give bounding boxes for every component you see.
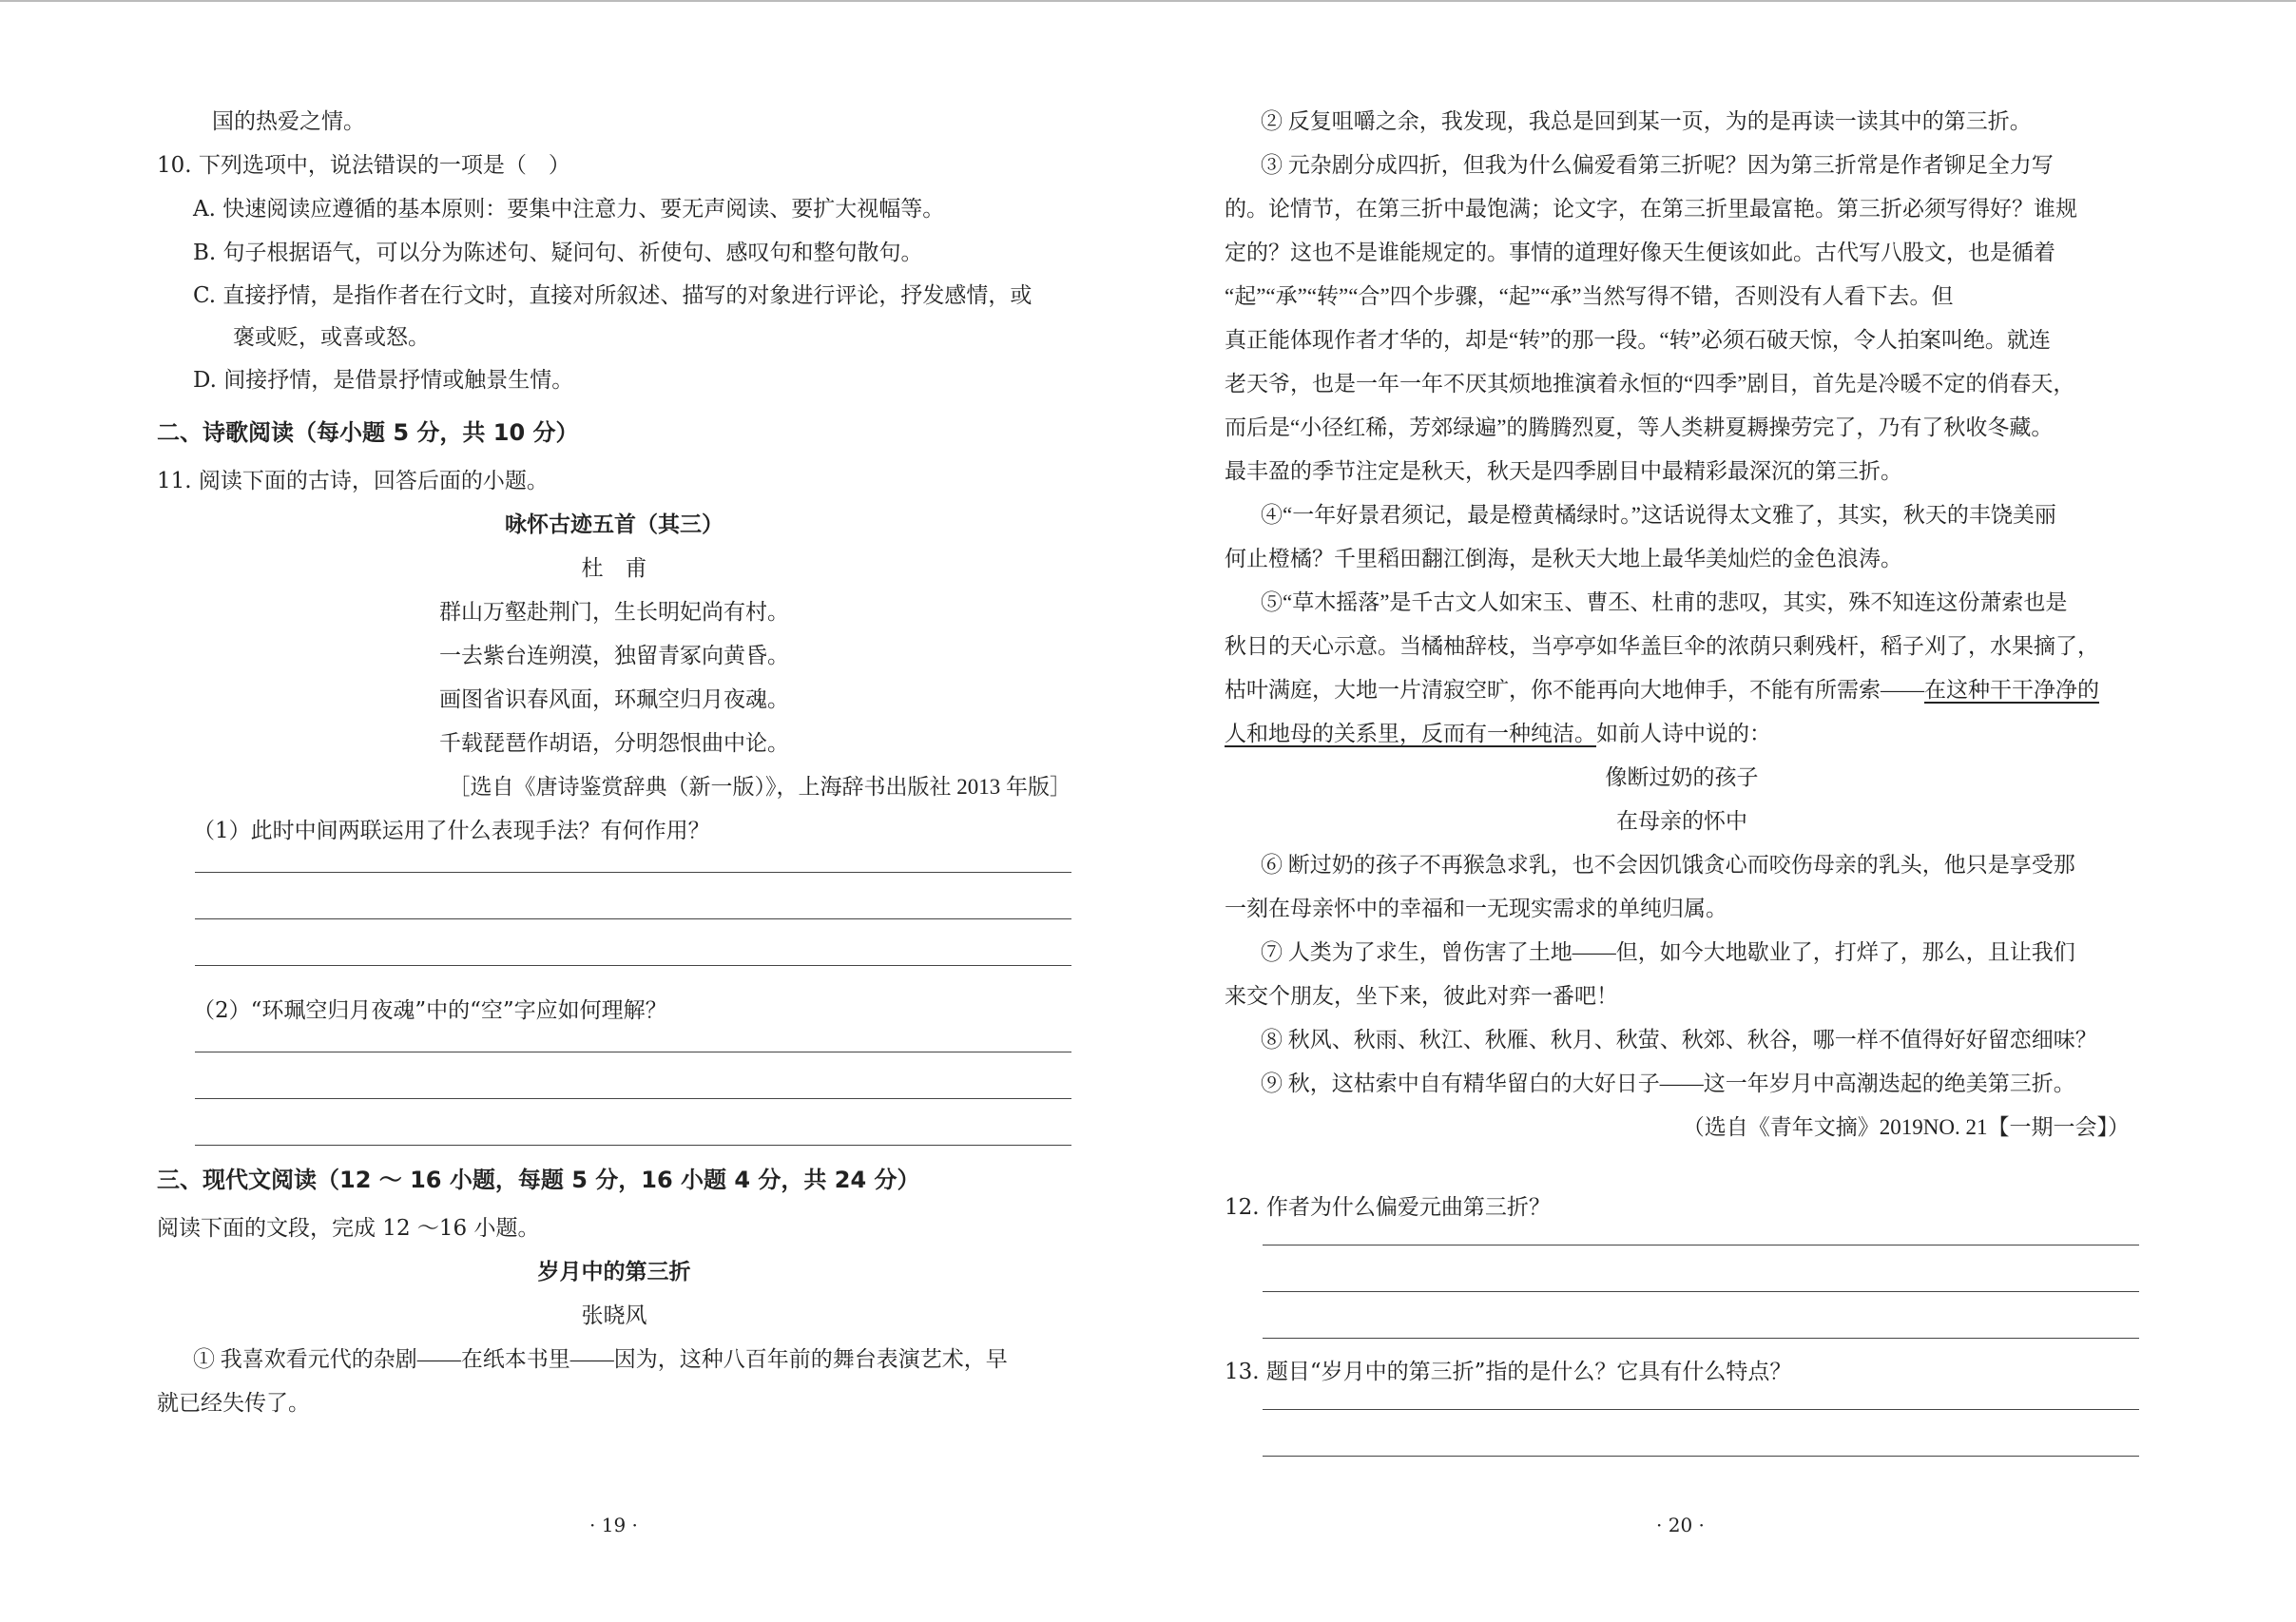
section-2-heading: 二、诗歌阅读（每小题 5 分，共 10 分） xyxy=(157,419,579,446)
answer-lines-q12 xyxy=(1225,1229,2139,1339)
paragraph-6 xyxy=(1225,843,2139,931)
paragraph-line: 秋日的天心示意。当橘柚辞枝，当亭亭如华盖巨伞的浓荫只剩残杆，稻子刈了，水果摘了， xyxy=(1225,634,2099,658)
paragraph-2: ② 反复咀嚼之余，我发现，我总是回到某一页，为的是再读一读其中的第三折。 xyxy=(1261,109,2032,133)
question-10-stem: 10. 下列选项中，说法错误的一项是（ ） xyxy=(157,153,570,178)
left-page xyxy=(157,100,1071,1425)
paragraph-9: ⑨ 秋，这枯索中自有精华留白的大好日子——这一年岁月中高潮迭起的绝美第三折。 xyxy=(1261,1072,2075,1095)
answer-line[interactable] xyxy=(195,965,1071,966)
text-span: 枯叶满庭，大地一片清寂空旷，你不能再向大地伸手，不能有所需索—— xyxy=(1225,678,1924,702)
essay-author: 张晓风 xyxy=(581,1303,647,1328)
poem-author: 杜 甫 xyxy=(581,556,647,581)
answer-line[interactable] xyxy=(1263,1291,2139,1292)
verse-line-1: 像断过奶的孩子 xyxy=(1605,765,1759,790)
question-12: 12. 作者为什么偏爱元曲第三折？ xyxy=(1225,1195,1551,1220)
paragraph-line xyxy=(1225,668,2139,712)
paragraph-line: 老天爷，也是一年一年不厌其烦地推演着永恒的“四季”剧目，首先是冷暖不定的俏春天， xyxy=(1225,372,2075,396)
underlined-text: 在这种干干净净的 xyxy=(1924,678,2099,702)
option-c-line1: C. 直接抒情，是指作者在行文时，直接对所叙述、描写的对象进行评论，抒发感情，或 xyxy=(193,283,1032,308)
poem-source: ［选自《唐诗鉴赏辞典（新一版）》，上海辞书出版社 2013 年版］ xyxy=(448,775,1071,799)
paragraph-line: ⑥ 断过奶的孩子不再猴急求乳，也不会因饥饿贪心而咬伤母亲的乳头，他只是享受那 xyxy=(1261,853,2075,877)
essay-source: （选自《青年文摘》2019NO. 21【一期一会】） xyxy=(1682,1115,2130,1139)
paragraph-line: 而后是“小径红稀，芳郊绿遍”的腾腾烈夏，等人类耕夏耨操劳完了，乃有了秋收冬藏。 xyxy=(1225,415,2054,439)
answer-line[interactable] xyxy=(1263,1338,2139,1339)
answer-line[interactable] xyxy=(195,1098,1071,1099)
text-span: 如前人诗中说的： xyxy=(1596,722,1771,745)
answer-line[interactable] xyxy=(195,1145,1071,1146)
paragraph-line: 一刻在母亲怀中的幸福和一无现实需求的单纯归属。 xyxy=(1225,897,1727,920)
paragraph-5 xyxy=(1225,581,2139,756)
paragraph-line: 真正能体现作者才华的，却是“转”的那一段。“转”必须石破天惊，令人拍案叫绝。就连 xyxy=(1225,328,2051,352)
continued-line: 国的热爱之情。 xyxy=(212,109,365,134)
paragraph-line: ④“一年好景君须记，最是橙黄橘绿时。”这话说得太文雅了，其实，秋天的丰饶美丽 xyxy=(1261,503,2056,527)
paragraph-line: ⑦ 人类为了求生，曾伤害了土地——但，如今大地歇业了，打烊了，那么，且让我们 xyxy=(1261,940,2075,964)
poem-line-3: 画图省识春风面，环珮空归月夜魂。 xyxy=(439,687,789,711)
poem-line-2: 一去紫台连朔漠，独留青冢向黄昏。 xyxy=(439,644,789,667)
paragraph-line: 何止橙橘？千里稻田翻江倒海，是秋天大地上最华美灿烂的金色浪涛。 xyxy=(1225,547,1902,570)
paragraph-8: ⑧ 秋风、秋雨、秋江、秋雁、秋月、秋萤、秋郊、秋谷，哪一样不值得好好留恋细味？ xyxy=(1261,1028,2097,1052)
answer-lines-1 xyxy=(157,853,1071,966)
poem-title: 咏怀古迹五首（其三） xyxy=(505,512,724,537)
paragraph-line: ⑤“草木摇落”是千古文人如宋玉、曹丕、杜甫的悲叹，其实，殊不知连这份萧索也是 xyxy=(1261,590,2068,614)
sub-question-1: （1）此时中间两联运用了什么表现手法？有何作用？ xyxy=(193,819,710,843)
question-11 xyxy=(157,459,1071,1146)
answer-lines-2 xyxy=(157,1033,1071,1146)
page-number-right: · 20 · xyxy=(1656,1514,1705,1536)
paragraph-3 xyxy=(1225,144,2139,493)
question-10 xyxy=(157,144,1071,402)
poem-line-4: 千载琵琶作胡语，分明怨恨曲中论。 xyxy=(439,731,789,755)
answer-line[interactable] xyxy=(195,872,1071,873)
answer-line[interactable] xyxy=(195,918,1071,919)
option-b: B. 句子根据语气，可以分为陈述句、疑问句、祈使句、感叹句和整句散句。 xyxy=(193,241,923,265)
essay-title: 岁月中的第三折 xyxy=(537,1260,691,1284)
sub-question-2: （2）“环珮空归月夜魂”中的“空”字应如何理解？ xyxy=(193,998,667,1023)
answer-lines-q13 xyxy=(1225,1394,2139,1457)
answer-line[interactable] xyxy=(1263,1409,2139,1410)
paragraph-line: “起”“承”“转”“合”四个步骤，“起”“承”当然写得不错，否则没有人看下去。但 xyxy=(1225,284,1954,308)
poem-line-1: 群山万壑赴荆门，生长明妃尚有村。 xyxy=(439,600,789,624)
option-a: A. 快速阅读应遵循的基本原则：要集中注意力、要无声阅读、要扩大视幅等。 xyxy=(193,197,945,222)
reading-intro: 阅读下面的文段，完成 12 ～16 小题。 xyxy=(157,1216,540,1241)
section-3-heading: 三、现代文阅读（12 ～ 16 小题，每题 5 分，16 小题 4 分，共 24 分） xyxy=(157,1167,920,1193)
page-number-left: · 19 · xyxy=(589,1514,638,1536)
paragraph-1-line1: ① 我喜欢看元代的杂剧——在纸本书里——因为，这种八百年前的舞台表演艺术，早 xyxy=(193,1347,1008,1371)
paragraph-line: 的。论情节，在第三折中最饱满；论文字，在第三折里最富艳。第三折必须写得好？谁规 xyxy=(1225,197,2077,221)
question-13: 13. 题目“岁月中的第三折”指的是什么？它具有什么特点？ xyxy=(1225,1360,1792,1384)
paragraph-7 xyxy=(1225,931,2139,1018)
right-page xyxy=(1225,100,2139,1502)
option-d: D. 间接抒情，是借景抒情或触景生情。 xyxy=(193,368,574,393)
question-11-stem: 11. 阅读下面的古诗，回答后面的小题。 xyxy=(157,469,549,493)
paragraph-4 xyxy=(1225,493,2139,581)
paragraph-1-line2: 就已经失传了。 xyxy=(157,1391,310,1415)
underlined-text: 人和地母的关系里，反而有一种纯洁。 xyxy=(1225,722,1596,745)
verse-line-2: 在母亲的怀中 xyxy=(1616,809,1747,834)
paragraph-line: 定的？这也不是谁能规定的。事情的道理好像天生便该如此。古代写八股文，也是循着 xyxy=(1225,241,2055,264)
page-top-rule xyxy=(0,0,2296,2)
paragraph-line: 最丰盈的季节注定是秋天，秋天是四季剧目中最精彩最深沉的第三折。 xyxy=(1225,459,1902,483)
answer-line[interactable] xyxy=(1263,1456,2139,1457)
paragraph-line: ③ 元杂剧分成四折，但我为什么偏爱看第三折呢？因为第三折常是作者铆足全力写 xyxy=(1261,153,2054,177)
option-c-line2: 褒或贬，或喜或怒。 xyxy=(233,325,430,350)
paragraph-line: 来交个朋友，坐下来，彼此对弈一番吧！ xyxy=(1225,984,1618,1008)
paragraph-line xyxy=(1225,712,2139,756)
